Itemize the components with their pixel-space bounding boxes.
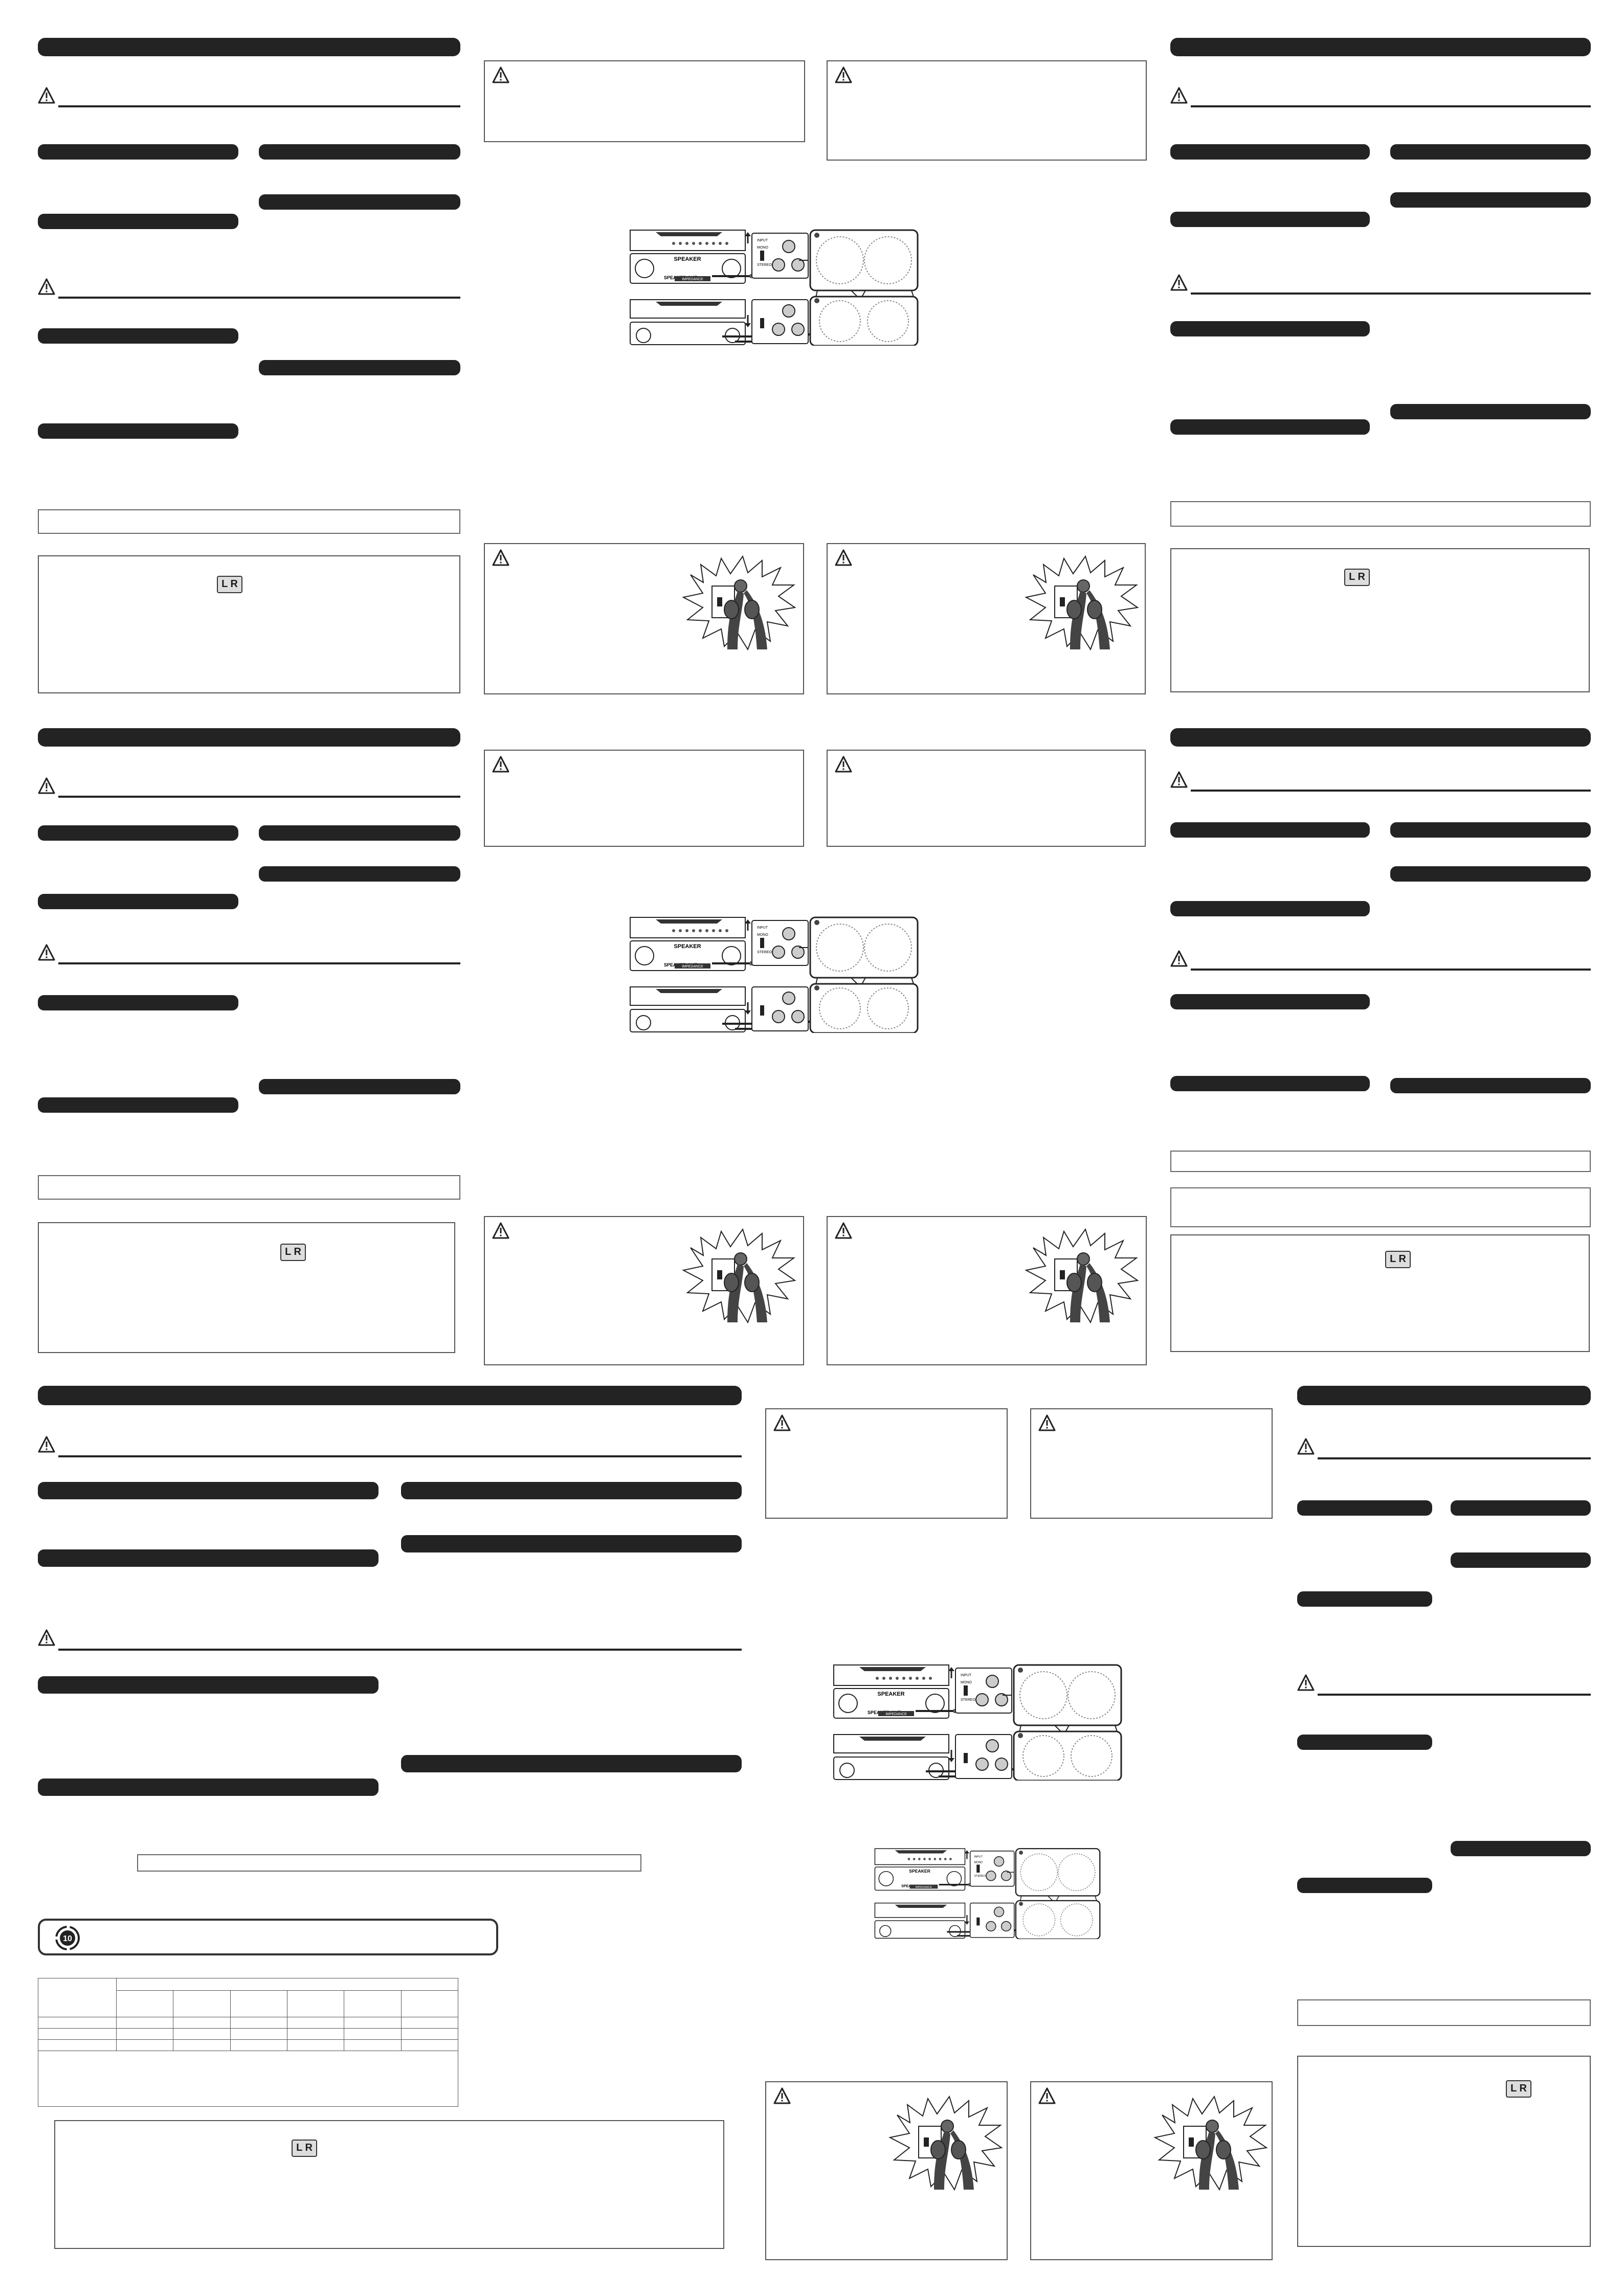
caution-box — [1030, 2081, 1273, 2260]
substance-table — [38, 1978, 458, 2107]
subheading-bar — [38, 144, 238, 160]
caution-box — [827, 1216, 1147, 1365]
warning-triangle-icon — [773, 2087, 791, 2105]
note-box — [137, 1854, 641, 1872]
note-box — [38, 1175, 460, 1200]
subheading-bar — [259, 194, 460, 210]
warning-triangle-icon — [1170, 771, 1188, 789]
caution-box — [765, 2081, 1008, 2260]
warning-triangle-icon — [773, 1414, 791, 1432]
section-header-bar — [1297, 1386, 1591, 1405]
subheading-bar — [1390, 192, 1591, 208]
subheading-bar — [1297, 1735, 1432, 1750]
plug-insertion-illustration — [1152, 2095, 1270, 2192]
caution-box — [765, 1408, 1008, 1519]
subheading-bar — [259, 144, 460, 160]
subheading-bar — [1297, 1500, 1432, 1516]
subheading-bar — [38, 423, 238, 439]
section-rule — [58, 1455, 742, 1457]
subheading-bar — [1297, 1878, 1432, 1893]
notice-box — [38, 1222, 455, 1353]
caution-box — [827, 750, 1146, 847]
notice-box — [54, 2120, 724, 2249]
plug-insertion-illustration — [680, 554, 798, 651]
subheading-bar — [38, 1676, 379, 1694]
subheading-bar — [38, 1549, 379, 1567]
caution-box — [827, 543, 1146, 694]
stereo-plug-icon: L R — [217, 576, 242, 593]
warning-triangle-icon — [38, 87, 55, 104]
subheading-bar — [259, 866, 460, 882]
notice-box — [1170, 548, 1590, 692]
subheading-bar — [38, 1482, 379, 1499]
caution-box — [1030, 1408, 1273, 1519]
connection-diagram — [829, 1847, 1217, 1939]
caution-box — [484, 60, 805, 142]
warning-triangle-icon — [1038, 2087, 1056, 2105]
subheading-bar — [1390, 1078, 1591, 1093]
section-rule — [1191, 105, 1591, 107]
warning-triangle-icon — [1297, 1674, 1315, 1692]
note-box — [1297, 1999, 1591, 2026]
warning-triangle-icon — [492, 1222, 509, 1240]
connection-diagram — [625, 915, 1014, 1033]
section-header-bar — [38, 728, 460, 747]
plug-insertion-illustration — [1023, 554, 1141, 651]
warning-triangle-icon — [492, 756, 509, 773]
section-header-bar — [38, 1386, 742, 1405]
section-rule — [58, 962, 460, 964]
warning-triangle-icon — [38, 944, 55, 961]
section-header-bar — [1170, 728, 1591, 747]
warning-triangle-icon — [492, 549, 509, 567]
subheading-bar — [259, 825, 460, 841]
connection-diagram — [829, 1663, 1217, 1781]
note-box — [1170, 501, 1591, 527]
section-rule — [1318, 1457, 1591, 1459]
subheading-bar — [1170, 901, 1370, 916]
plug-insertion-illustration — [887, 2095, 1005, 2192]
subheading-bar — [259, 360, 460, 375]
caution-box — [484, 1216, 804, 1365]
subheading-bar — [38, 1097, 238, 1113]
stereo-plug-icon: L R — [280, 1244, 306, 1261]
subheading-bar — [1170, 144, 1370, 160]
section-header-bar — [1170, 38, 1591, 56]
note-box — [38, 509, 460, 534]
warning-triangle-icon — [38, 278, 55, 296]
section-rule — [58, 105, 460, 107]
warning-triangle-icon — [1170, 950, 1188, 967]
subheading-bar — [38, 894, 238, 909]
subheading-bar — [1390, 144, 1591, 160]
stereo-plug-icon: L R — [1506, 2080, 1531, 2098]
subheading-bar — [1390, 822, 1591, 838]
subheading-bar — [38, 214, 238, 229]
plug-insertion-illustration — [1023, 1227, 1141, 1324]
subheading-bar — [1451, 1500, 1591, 1516]
environmental-badge-number: 10 — [63, 1934, 72, 1943]
subheading-bar — [1297, 1591, 1432, 1607]
warning-triangle-icon — [835, 549, 852, 567]
stereo-plug-icon: L R — [292, 2140, 317, 2157]
note-box — [1170, 1187, 1591, 1227]
subheading-bar — [1170, 994, 1370, 1009]
notice-box — [38, 555, 460, 693]
caution-box — [484, 750, 804, 847]
caution-box — [827, 60, 1147, 161]
section-header-bar — [38, 38, 460, 56]
subheading-bar — [1170, 1076, 1370, 1091]
warning-triangle-icon — [38, 1629, 55, 1647]
stereo-plug-icon: L R — [1344, 569, 1370, 586]
warning-triangle-icon — [1297, 1438, 1315, 1455]
note-box — [1170, 1151, 1591, 1172]
warning-triangle-icon — [1170, 87, 1188, 104]
environmental-badge — [38, 1919, 498, 1955]
section-rule — [1191, 790, 1591, 792]
subheading-bar — [401, 1535, 742, 1552]
subheading-bar — [259, 1079, 460, 1094]
stereo-plug-icon: L R — [1385, 1251, 1411, 1268]
warning-triangle-icon — [38, 1436, 55, 1453]
warning-triangle-icon — [38, 777, 55, 795]
subheading-bar — [38, 825, 238, 841]
warning-triangle-icon — [835, 66, 852, 84]
notice-box — [1297, 2056, 1591, 2247]
section-rule — [1318, 1694, 1591, 1696]
plug-insertion-illustration — [680, 1227, 798, 1324]
subheading-bar — [1170, 212, 1370, 227]
warning-triangle-icon — [1170, 274, 1188, 291]
section-rule — [58, 796, 460, 798]
subheading-bar — [1170, 822, 1370, 838]
subheading-bar — [38, 328, 238, 344]
subheading-bar — [1451, 1841, 1591, 1856]
subheading-bar — [1451, 1552, 1591, 1568]
subheading-bar — [401, 1755, 742, 1772]
subheading-bar — [38, 1779, 379, 1796]
subheading-bar — [1170, 321, 1370, 336]
subheading-bar — [1390, 404, 1591, 419]
subheading-bar — [1390, 866, 1591, 882]
warning-triangle-icon — [835, 756, 852, 773]
caution-box — [484, 543, 804, 694]
subheading-bar — [401, 1482, 742, 1499]
environmental-use-period-icon — [54, 1925, 81, 1951]
warning-triangle-icon — [1038, 1414, 1056, 1432]
warning-triangle-icon — [492, 66, 509, 84]
section-rule — [1191, 969, 1591, 971]
connection-diagram — [625, 228, 1014, 346]
subheading-bar — [38, 995, 238, 1010]
notice-box — [1170, 1234, 1590, 1352]
section-rule — [58, 1649, 742, 1651]
subheading-bar — [1170, 419, 1370, 435]
section-rule — [1191, 292, 1591, 295]
warning-triangle-icon — [835, 1222, 852, 1240]
section-rule — [58, 297, 460, 299]
